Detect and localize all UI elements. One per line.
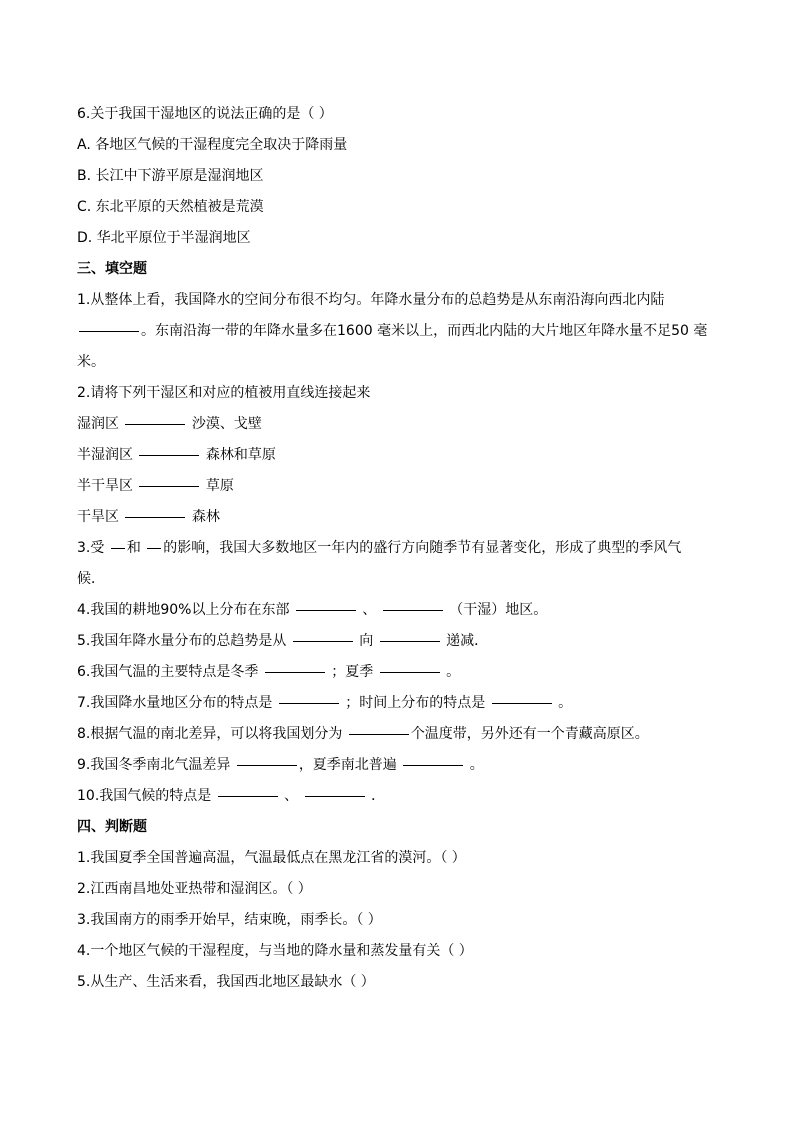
fill-q3-line1 xyxy=(77,533,737,564)
section-3-heading: 三、填空题 xyxy=(77,261,147,277)
fill-q9-text: 。 xyxy=(469,757,484,773)
answer-blank xyxy=(139,485,199,487)
judge-item: 1.我国夏季全国普遍高温，气温最低点在黑龙江省的漠河。（ ） xyxy=(77,850,466,866)
fill-q2-row xyxy=(77,409,737,440)
fill-q7-text: 。 xyxy=(558,695,573,711)
question-6-option-d: D. 华北平原位于半湿润地区 xyxy=(77,230,251,246)
fill-q2-row xyxy=(77,502,737,533)
fill-q7-text: 7.我国降水量地区分布的特点是 xyxy=(77,695,273,711)
answer-blank xyxy=(147,547,161,549)
fill-q10-text: 10.我国气候的特点是 xyxy=(77,788,212,804)
fill-q5-text: 向 xyxy=(359,633,374,649)
fill-q10 xyxy=(77,781,737,812)
question-6-stem: 6.关于我国干湿地区的说法正确的是（ ） xyxy=(77,106,333,122)
answer-blank xyxy=(383,609,443,611)
fill-q3-text: 的影响，我国大多数地区一年内的盛行方向随季节有显著变化，形成了典型的季风气 xyxy=(163,540,682,556)
fill-q6-text: 6.我国气温的主要特点是冬季 xyxy=(77,664,259,680)
answer-blank xyxy=(293,640,353,642)
answer-blank xyxy=(305,795,365,797)
answer-blank xyxy=(139,454,199,456)
question-6-option-b: B. 长江中下游平原是湿润地区 xyxy=(77,168,264,184)
answer-blank xyxy=(279,702,339,704)
answer-blank xyxy=(125,516,185,518)
answer-blank xyxy=(296,609,356,611)
fill-q4-text: （干湿）地区。 xyxy=(449,602,548,618)
dry-wet-zone: 半干旱区 xyxy=(77,478,133,494)
answer-blank xyxy=(492,702,552,704)
fill-q7 xyxy=(77,688,737,719)
fill-q1-line2-text: 。东南沿海一带的年降水量多在1600 毫米以上，而西北内陆的大片地区年降水量不足50 毫 xyxy=(141,323,708,339)
fill-q7-text: ；时间上分布的特点是 xyxy=(345,695,486,711)
answer-blank xyxy=(79,330,139,332)
question-6-option-c: C. 东北平原的天然植被是荒漠 xyxy=(77,199,264,215)
fill-q6-text: 。 xyxy=(446,664,461,680)
fill-q3-line2: 候． xyxy=(77,571,105,587)
judge-item: 3.我国南方的雨季开始早，结束晚，雨季长。（ ） xyxy=(77,912,382,928)
fill-q5-text: 递减． xyxy=(446,633,489,649)
judge-item: 2.江西南昌地处亚热带和湿润区。（ ） xyxy=(77,881,312,897)
fill-q6 xyxy=(77,657,737,688)
fill-q2-row xyxy=(77,440,737,471)
dry-wet-zone: 半湿润区 xyxy=(77,447,133,463)
answer-blank xyxy=(349,733,409,735)
dry-wet-zone: 干旱区 xyxy=(77,509,119,525)
fill-q9-text: 9.我国冬季南北气温差异 xyxy=(77,757,231,773)
answer-blank xyxy=(380,640,440,642)
fill-q1-line3: 米。 xyxy=(77,354,105,370)
fill-q10-text: 、 xyxy=(284,788,299,804)
fill-q2-row xyxy=(77,471,737,502)
fill-q3-text: 和 xyxy=(126,540,146,556)
worksheet-page xyxy=(77,99,737,998)
answer-blank xyxy=(265,671,325,673)
fill-q4 xyxy=(77,595,737,626)
fill-q2-stem: 2.请将下列干湿区和对应的植被用直线连接起来 xyxy=(77,385,371,401)
fill-q8-text: 个温度带，另外还有一个青藏高原区。 xyxy=(410,726,649,742)
fill-q6-text: ；夏季 xyxy=(331,664,374,680)
fill-q8 xyxy=(77,719,737,750)
answer-blank xyxy=(125,423,185,425)
fill-q10-text: ． xyxy=(371,788,386,804)
fill-q4-text: 4.我国的耕地90%以上分布在东部 xyxy=(77,602,290,618)
vegetation-type: 草原 xyxy=(205,478,234,494)
answer-blank xyxy=(218,795,278,797)
answer-blank xyxy=(380,671,440,673)
fill-q9 xyxy=(77,750,737,781)
section-4-heading: 四、判断题 xyxy=(77,819,147,835)
fill-q3-text: 3.受 xyxy=(77,540,109,556)
judge-item: 5.从生产、生活来看，我国西北地区最缺水（ ） xyxy=(77,974,375,990)
answer-blank xyxy=(403,764,463,766)
vegetation-type: 森林和草原 xyxy=(205,447,276,463)
fill-q9-text: ，夏季南北普遍 xyxy=(298,757,397,773)
answer-blank xyxy=(111,547,125,549)
fill-q1-line1: 1.从整体上看，我国降水的空间分布很不均匀。年降水量分布的总趋势是从东南沿海向西北内陆 xyxy=(77,292,665,308)
question-6-option-a: A. 各地区气候的干湿程度完全取决于降雨量 xyxy=(77,137,348,153)
judge-item: 4.一个地区气候的干湿程度，与当地的降水量和蒸发量有关（ ） xyxy=(77,943,473,959)
vegetation-type: 沙漠、戈壁 xyxy=(191,416,262,432)
fill-q1-line2 xyxy=(77,316,737,347)
dry-wet-zone: 湿润区 xyxy=(77,416,119,432)
fill-q4-text: 、 xyxy=(362,602,377,618)
vegetation-type: 森林 xyxy=(191,509,220,525)
answer-blank xyxy=(237,764,297,766)
fill-q5 xyxy=(77,626,737,657)
fill-q8-text: 8.根据气温的南北差异，可以将我国划分为 xyxy=(77,726,343,742)
fill-q5-text: 5.我国年降水量分布的总趋势是从 xyxy=(77,633,287,649)
